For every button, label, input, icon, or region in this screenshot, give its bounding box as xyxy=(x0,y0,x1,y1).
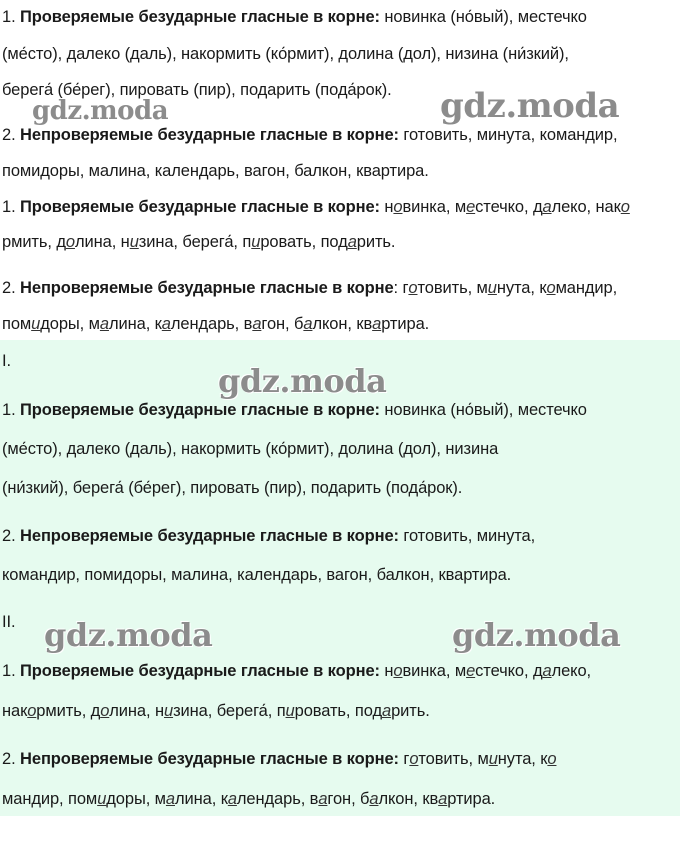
underlined-vowel: а xyxy=(347,233,357,251)
line-segment: 2. xyxy=(2,279,21,297)
underlined-vowel: и xyxy=(97,790,107,808)
answer-section-1 xyxy=(0,0,680,340)
underlined-vowel: и xyxy=(251,233,261,251)
line-segment: ровать, под xyxy=(294,702,382,720)
underlined-vowel: а xyxy=(438,790,448,808)
text-line xyxy=(2,160,429,182)
line-segment: готовить, минута, xyxy=(398,527,536,545)
watermark: gdz.moda xyxy=(218,362,387,400)
text-line xyxy=(2,788,495,810)
text-line xyxy=(2,525,535,547)
underlined-vowel: а xyxy=(99,315,109,333)
line-segment: 1. xyxy=(2,198,21,216)
underlined-vowel: о xyxy=(620,198,630,216)
underlined-vowel: о xyxy=(547,750,557,768)
text-line xyxy=(2,748,556,770)
text-line xyxy=(2,350,11,372)
rule-heading: Непроверяемые безударные гласные в корне: xyxy=(20,126,399,144)
line-segment: нута, к xyxy=(497,750,548,768)
line-segment: лина, к xyxy=(108,315,162,333)
line-segment: г xyxy=(398,750,410,768)
line-segment: пом xyxy=(2,315,32,333)
text-line xyxy=(2,313,429,335)
line-segment: гон, б xyxy=(327,790,370,808)
text-line xyxy=(2,438,498,460)
line-segment: зина, берега́, п xyxy=(138,233,252,251)
line-segment: мандир, пом xyxy=(2,790,98,808)
underlined-vowel: и xyxy=(487,279,497,297)
text-line xyxy=(2,477,462,499)
line-segment: леко, xyxy=(551,662,592,680)
line-segment: готовить, минута, командир, xyxy=(398,126,618,144)
underlined-vowel: а xyxy=(165,790,175,808)
rule-heading: Проверяемые безударные гласные в корне: xyxy=(20,8,380,26)
line-segment: стечко, д xyxy=(475,198,543,216)
underlined-vowel: и xyxy=(488,750,498,768)
line-segment: ртира. xyxy=(447,790,496,808)
underlined-vowel: а xyxy=(372,315,382,333)
underlined-vowel: и xyxy=(285,702,295,720)
answer-section-2 xyxy=(0,340,680,816)
line-segment: новинка (но́вый), местечко xyxy=(379,8,587,26)
line-segment: доры, м xyxy=(40,315,100,333)
line-segment: 2. xyxy=(2,527,21,545)
underlined-vowel: а xyxy=(303,315,313,333)
underlined-vowel: а xyxy=(227,790,237,808)
underlined-vowel: о xyxy=(65,233,75,251)
line-segment: (ме́сто), далеко (даль), накормить (ко́рмит), долина (дол), низина (ни́зкий), xyxy=(2,45,569,63)
line-segment: берега́ (бе́рег), пировать (пир), подарить (пода́рок). xyxy=(2,81,392,99)
rule-heading: Проверяемые безударные гласные в корне: xyxy=(20,662,380,680)
line-segment: новинка (но́вый), местечко xyxy=(379,401,587,419)
underlined-vowel: о xyxy=(100,702,110,720)
line-segment: леко, нак xyxy=(551,198,621,216)
line-segment: (ни́зкий), берега́ (бе́рег), пировать (пир), подарить (пода́рок). xyxy=(2,479,463,497)
text-line xyxy=(2,700,430,722)
underlined-vowel: и xyxy=(163,702,174,720)
line-segment: рить. xyxy=(391,702,430,720)
text-line xyxy=(2,564,511,586)
rule-heading: Непроверяемые безударные гласные в корне: xyxy=(20,527,399,545)
line-segment: винка, м xyxy=(402,662,467,680)
underlined-vowel: о xyxy=(27,702,37,720)
line-segment: ровать, под xyxy=(260,233,348,251)
text-line xyxy=(2,277,617,299)
line-segment: зина, берега́, п xyxy=(173,702,286,720)
text-line xyxy=(2,43,569,65)
line-segment: 2. xyxy=(2,750,21,768)
underlined-vowel: о xyxy=(409,750,419,768)
line-segment: ртира. xyxy=(381,315,430,333)
watermark: gdz.moda xyxy=(440,86,620,126)
line-segment: нута, к xyxy=(496,279,547,297)
watermark: gdz.moda xyxy=(44,616,213,654)
line-segment: товить, м xyxy=(417,279,488,297)
underlined-vowel: о xyxy=(393,662,403,680)
line-segment: рмить, д xyxy=(36,702,101,720)
underlined-vowel: а xyxy=(542,662,552,680)
underlined-vowel: а xyxy=(252,315,262,333)
underlined-vowel: и xyxy=(129,233,139,251)
underlined-vowel: о xyxy=(393,198,403,216)
text-line xyxy=(2,124,618,146)
line-segment: винка, м xyxy=(402,198,467,216)
underlined-vowel: и xyxy=(31,315,41,333)
text-line xyxy=(2,611,15,633)
line-segment: стечко, д xyxy=(475,662,543,680)
rule-heading: Непроверяемые безударные гласные в корне xyxy=(20,279,394,297)
text-line xyxy=(2,6,587,28)
line-segment: лкон, кв xyxy=(378,790,439,808)
line-segment: доры, м xyxy=(106,790,166,808)
line-segment: н xyxy=(379,662,394,680)
line-segment: товить, м xyxy=(418,750,489,768)
line-segment: 1. xyxy=(2,401,21,419)
underlined-vowel: е xyxy=(466,662,476,680)
underlined-vowel: о xyxy=(408,279,418,297)
underlined-vowel: о xyxy=(546,279,556,297)
line-segment: нак xyxy=(2,702,28,720)
line-segment: лендарь, в xyxy=(170,315,253,333)
text-line xyxy=(2,660,591,682)
rule-heading: Непроверяемые безударные гласные в корне: xyxy=(20,750,399,768)
line-segment: рмить, д xyxy=(2,233,66,251)
watermark: gdz.moda xyxy=(452,616,621,654)
line-segment: рить. xyxy=(356,233,396,251)
line-segment: н xyxy=(379,198,394,216)
line-segment: 1. xyxy=(2,662,21,680)
line-segment: лендарь, в xyxy=(236,790,319,808)
underlined-vowel: е xyxy=(466,198,476,216)
line-segment: мандир, xyxy=(555,279,618,297)
line-segment: лина, н xyxy=(74,233,130,251)
line-segment: 2. xyxy=(2,126,21,144)
line-segment: лина, н xyxy=(109,702,164,720)
line-segment: командир, помидоры, малина, календарь, вагон, балкон, квартира. xyxy=(2,566,512,584)
underlined-vowel: а xyxy=(369,790,379,808)
text-line xyxy=(2,231,395,253)
underlined-vowel: а xyxy=(318,790,328,808)
line-segment: 1. xyxy=(2,8,21,26)
line-segment: : г xyxy=(393,279,409,297)
line-segment: I. xyxy=(2,352,11,370)
text-line xyxy=(2,196,630,218)
line-segment: II. xyxy=(2,613,16,631)
line-segment: лкон, кв xyxy=(312,315,373,333)
underlined-vowel: а xyxy=(161,315,171,333)
line-segment: (ме́сто), далеко (даль), накормить (ко́рмит), долина (дол), низина xyxy=(2,440,499,458)
line-segment: гон, б xyxy=(261,315,304,333)
rule-heading: Проверяемые безударные гласные в корне: xyxy=(20,198,380,216)
text-line xyxy=(2,399,587,421)
underlined-vowel: а xyxy=(542,198,552,216)
line-segment: помидоры, малина, календарь, вагон, балкон, квартира. xyxy=(2,162,429,180)
rule-heading: Проверяемые безударные гласные в корне: xyxy=(20,401,380,419)
line-segment: лина, к xyxy=(175,790,228,808)
underlined-vowel: а xyxy=(381,702,392,720)
watermark: gdz.moda xyxy=(32,96,169,126)
